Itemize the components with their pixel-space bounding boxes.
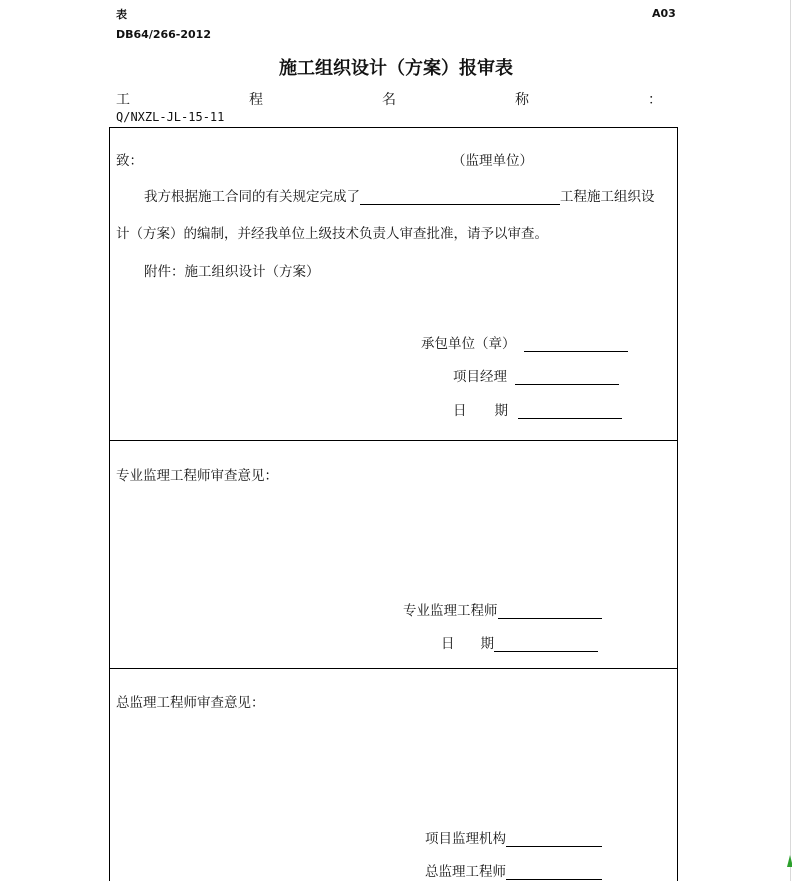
contractor-signature-field[interactable] bbox=[524, 337, 628, 352]
project-name-char: 程 bbox=[249, 92, 263, 108]
form-title: 施工组织设计（方案）报审表 bbox=[279, 58, 513, 79]
statement-pre: 我方根据施工合同的有关规定完成了 bbox=[144, 189, 360, 205]
project-name-char: 名 bbox=[382, 92, 396, 108]
date-row-2 bbox=[441, 632, 598, 652]
pm-signature-field[interactable] bbox=[515, 370, 619, 385]
specialist-review-section bbox=[109, 440, 678, 669]
date-label-char: 期 bbox=[494, 403, 508, 419]
specialist-review-heading: 专业监理工程师审查意见： bbox=[116, 468, 278, 484]
project-name-line bbox=[116, 89, 662, 109]
engineer-signature-field[interactable] bbox=[498, 604, 602, 619]
header-table-label: 表 bbox=[116, 8, 127, 21]
date-field-1[interactable] bbox=[518, 404, 622, 419]
date-label-char: 期 bbox=[480, 636, 494, 652]
green-marker-icon bbox=[787, 855, 792, 867]
form-code: Q/NXZL-JL-15-11 bbox=[116, 110, 225, 124]
org-signature-field[interactable] bbox=[506, 832, 602, 847]
submission-section bbox=[109, 127, 678, 441]
date-label-char: 日 bbox=[453, 403, 467, 419]
contractor-label: 承包单位（章） bbox=[421, 336, 516, 352]
statement-post: 工程施工组织设 bbox=[560, 189, 655, 205]
chief-label: 总监理工程师 bbox=[425, 864, 506, 880]
statement-line-1 bbox=[144, 185, 655, 205]
standard-code: DB64/266-2012 bbox=[116, 28, 211, 41]
date-field-2[interactable] bbox=[494, 637, 598, 652]
supervision-unit-label: （监理单位） bbox=[452, 153, 533, 169]
org-label: 项目监理机构 bbox=[425, 831, 506, 847]
engineer-label: 专业监理工程师 bbox=[403, 603, 498, 619]
org-sign-row bbox=[425, 827, 602, 847]
header-form-number: A03 bbox=[652, 7, 676, 20]
project-name-char: 工 bbox=[116, 92, 130, 108]
project-name-colon: ： bbox=[648, 92, 662, 108]
pm-sign-row bbox=[453, 365, 619, 385]
chief-review-section bbox=[109, 668, 678, 881]
chief-sign-row bbox=[425, 860, 602, 880]
engineer-sign-row bbox=[403, 599, 602, 619]
project-blank-field[interactable] bbox=[360, 190, 560, 205]
to-label: 致： bbox=[116, 153, 143, 169]
page-edge-divider bbox=[790, 0, 791, 881]
pm-label: 项目经理 bbox=[453, 369, 507, 385]
project-name-char: 称 bbox=[515, 92, 529, 108]
date-row-1 bbox=[453, 399, 622, 419]
chief-review-heading: 总监理工程师审查意见： bbox=[116, 695, 265, 711]
date-label-char: 日 bbox=[441, 636, 455, 652]
contractor-sign-row bbox=[421, 332, 628, 352]
statement-line-2: 计（方案）的编制，并经我单位上级技术负责人审查批准，请予以审查。 bbox=[116, 226, 548, 242]
chief-signature-field[interactable] bbox=[506, 865, 602, 880]
attachment-note: 附件：施工组织设计（方案） bbox=[144, 264, 320, 280]
